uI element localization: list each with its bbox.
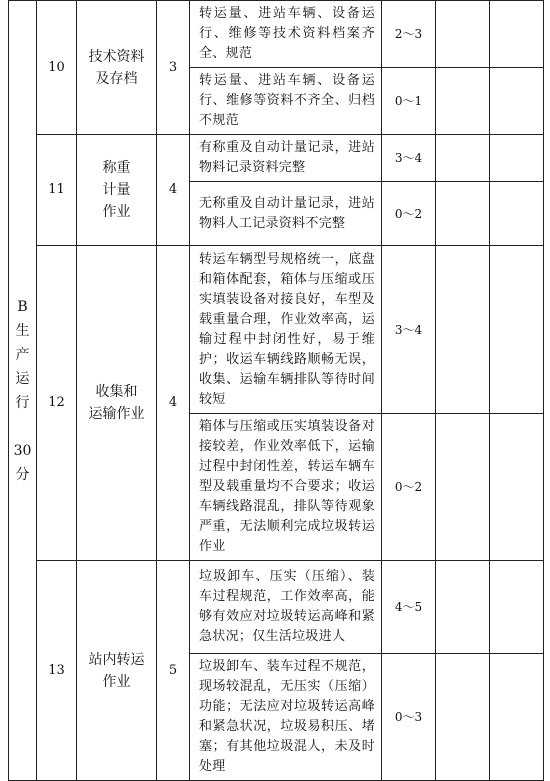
criteria-text: 有称重及自动计量记录，进站物料记录资料完整: [190, 135, 382, 182]
empty-cell: [490, 561, 544, 654]
item-name-line: 收集和: [95, 384, 138, 400]
item-name: [77, 1, 157, 135]
item-name-line: 及存档: [95, 70, 138, 87]
category-line: 30: [13, 442, 32, 459]
empty-cell: [490, 68, 544, 135]
score-range: 3～4: [382, 246, 436, 414]
criteria-text: 垃圾卸车、压实（压缩）、装车过程规范，工作效率高，能够有效应对垃圾转运高峰和紧急状况；仅生活垃圾进人: [190, 561, 382, 654]
category-line: B: [17, 298, 28, 315]
empty-cell: [436, 1, 490, 68]
item-name: [77, 246, 157, 561]
empty-cell: [490, 135, 544, 182]
score-range: 0～2: [382, 182, 436, 246]
table-row: [9, 135, 544, 182]
item-score: 4: [157, 135, 190, 246]
criteria-text: 转运量、进站车辆、设备运行、维修等技术资料档案齐全、规范: [190, 1, 382, 68]
table-row: [9, 1, 544, 68]
empty-cell: [490, 182, 544, 246]
table-row: [9, 246, 544, 414]
item-name-line: 计量: [102, 182, 131, 198]
criteria-text: 箱体与压缩或压实填装设备对接较差，作业效率低下，运输过程中封闭性差，转运车辆车型及载重量均不合要求；收运车辆线路混乱，排队等待观象严重，无法顺利完成垃圾转运作业: [190, 414, 382, 561]
score-range: 0～1: [382, 68, 436, 135]
score-range: 3～4: [382, 135, 436, 182]
item-number: 10: [37, 1, 77, 135]
table-row: [9, 561, 544, 654]
empty-cell: [490, 414, 544, 561]
item-score: 3: [157, 1, 190, 135]
score-range: 0～2: [382, 414, 436, 561]
category-line: 生: [15, 322, 30, 339]
category-cell: [9, 1, 37, 781]
item-name-line: 技术资料: [88, 48, 145, 65]
item-name-line: 站内转运: [88, 651, 145, 668]
empty-cell: [436, 414, 490, 561]
item-number: 11: [37, 135, 77, 246]
empty-cell: [436, 68, 490, 135]
category-line: 行: [15, 394, 30, 411]
empty-cell: [436, 135, 490, 182]
category-line: [9, 415, 36, 439]
criteria-text: 无称重及自动计量记录，进站物料人工记录资料不完整: [190, 182, 382, 246]
item-name-line: 作业: [102, 673, 131, 690]
empty-cell: [436, 654, 490, 781]
item-number: 12: [37, 246, 77, 561]
item-name-line: 运输作业: [88, 406, 145, 422]
score-range: 0～3: [382, 654, 436, 781]
item-score: 4: [157, 246, 190, 561]
criteria-text: 转运车辆型号规格统一，底盘和箱体配套，箱体与压缩或压实填装设备对接良好，车型及载重量合理，作业效率高，运输过程中封闭性好，易于维护；收运车辆线路顺畅无误，收集、运输车辆排队等待时间较短: [190, 246, 382, 414]
empty-cell: [490, 654, 544, 781]
criteria-text: 转运量、进站车辆、设备运行、维修等资料不齐全、归档不规范: [190, 68, 382, 135]
category-line: 分: [15, 466, 30, 483]
score-range: 2～3: [382, 1, 436, 68]
empty-cell: [436, 182, 490, 246]
item-name: [77, 561, 157, 781]
empty-cell: [490, 1, 544, 68]
empty-cell: [436, 246, 490, 414]
criteria-text: 垃圾卸车、装车过程不规范，现场较混乱，无压实（压缩）功能；无法应对垃圾转运高峰和紧急状况，垃圾易积压、堵塞；有其他垃圾混人，未及时处理: [190, 654, 382, 781]
item-score: 5: [157, 561, 190, 781]
item-name-line: 作业: [102, 204, 131, 220]
item-name: [77, 135, 157, 246]
category-line: 运: [15, 370, 30, 387]
category-line: 产: [15, 346, 30, 363]
item-number: 13: [37, 561, 77, 781]
item-name-line: 称重: [102, 160, 131, 176]
empty-cell: [490, 246, 544, 414]
score-range: 4～5: [382, 561, 436, 654]
empty-cell: [436, 561, 490, 654]
evaluation-table: [8, 0, 544, 781]
